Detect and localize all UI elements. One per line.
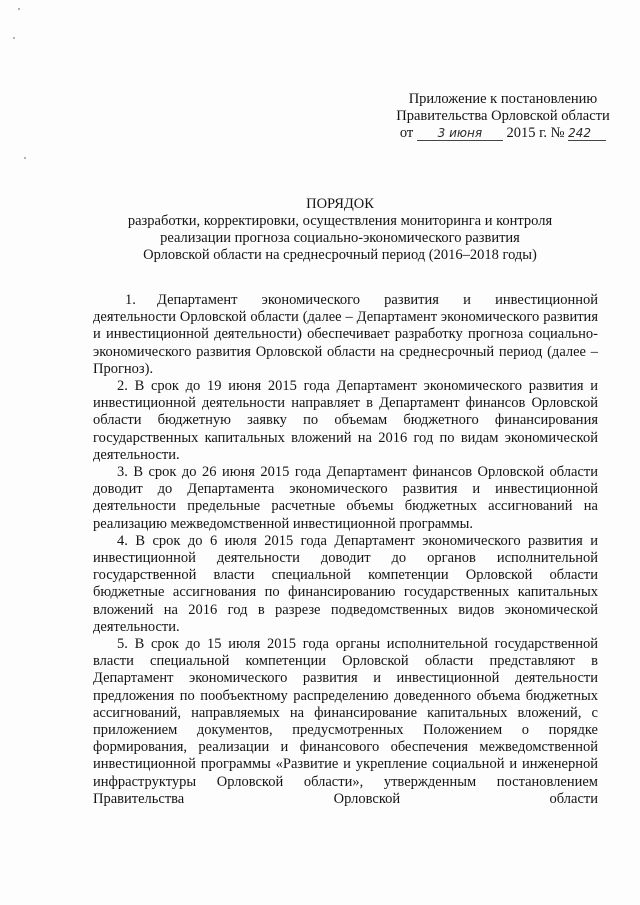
title-line-3: Орловской области на среднесрочный период (2016–2018 годы): [143, 247, 537, 263]
paragraph-number: 4.: [117, 532, 128, 549]
paragraph-text: В срок до 19 июня 2015 года Департамент экономического развития и инвестиционной деятельности направляет в Департамент финансов Орловской области бюджетную заявку по объемам бюджетного финансирования государственных капитальных вложений на 2016 год по видам экономической деятельности.: [93, 378, 599, 463]
paragraph-1: [93, 292, 598, 378]
paragraph-text: В срок до 15 июля 2015 года органы исполнительной государственной власти специальной компетенции Орловской области представляют в Департамент экономического развития и инвестиционной деятельности предложения по пообъектному распределению доведенного объема бюджетных ассигнований, направляемых на финансирование капитальных вложений, с приложением документов, предусмотренных Положением о порядке формирования, реализации и финансового обеспечения межведомственной инвестиционной программы «Развитие и укрепление социальной и инженерной инфраструктуры Орловской области», утвержденным постановлением Правительства Орловской области: [93, 636, 598, 807]
document-body: [93, 292, 598, 808]
approval-line-2: Правительства Орловской области: [396, 108, 610, 124]
year-text: 2015 г. №: [506, 125, 565, 141]
approval-date-line: [388, 125, 618, 142]
scan-speck: [13, 37, 15, 39]
handwritten-date: 3 июня: [417, 127, 503, 141]
title-line-1: разработки, корректировки, осуществления мониторинга и контроля: [127, 213, 553, 229]
paragraph-number: 1.: [125, 292, 136, 308]
date-prefix: от: [399, 125, 414, 141]
paragraph-text: Департамент экономического развития и инвестиционной деятельности Орловской области (далее – Департамент экономического развития и инвестиционной деятельности) обеспечивает разработку прогноза социально-экономического развития Орловской области на среднесрочный период (далее – Прогноз).: [93, 292, 598, 377]
paragraph-2: [93, 378, 598, 464]
paragraph-number: 2.: [117, 378, 128, 395]
paragraph-5: [93, 636, 598, 808]
scan-speck: [24, 157, 26, 159]
approval-stamp: [388, 91, 618, 142]
paragraph-text: В срок до 6 июля 2015 года Департамент экономического развития и инвестиционной деятельности доводит до органов исполнительной государственной власти специальной компетенции Орловской области бюджетные ассигнования по финансированию государственных капитальных вложений на 2016 год в разрезе подведомственных видов экономической деятельности.: [93, 532, 599, 635]
title-line-2: реализации прогноза социально-экономического развития: [160, 230, 520, 246]
paragraph-3: [93, 464, 598, 533]
paragraph-number: 3.: [117, 464, 128, 481]
paragraph-4: [93, 533, 598, 636]
approval-line-1: Приложение к постановлению: [408, 91, 598, 107]
document-title: [80, 196, 600, 264]
title-heading: ПОРЯДОК: [306, 196, 374, 212]
scan-speck: [18, 8, 20, 10]
paragraph-number: 5.: [117, 636, 128, 653]
handwritten-number: 242: [568, 127, 606, 141]
paragraph-text: В срок до 26 июня 2015 года Департамент финансов Орловской области доводит до Департамента экономического развития и инвестиционной деятельности предельные расчетные объемы бюджетных ассигнований на реализацию межведомственной инвестиционной программы.: [93, 464, 599, 532]
